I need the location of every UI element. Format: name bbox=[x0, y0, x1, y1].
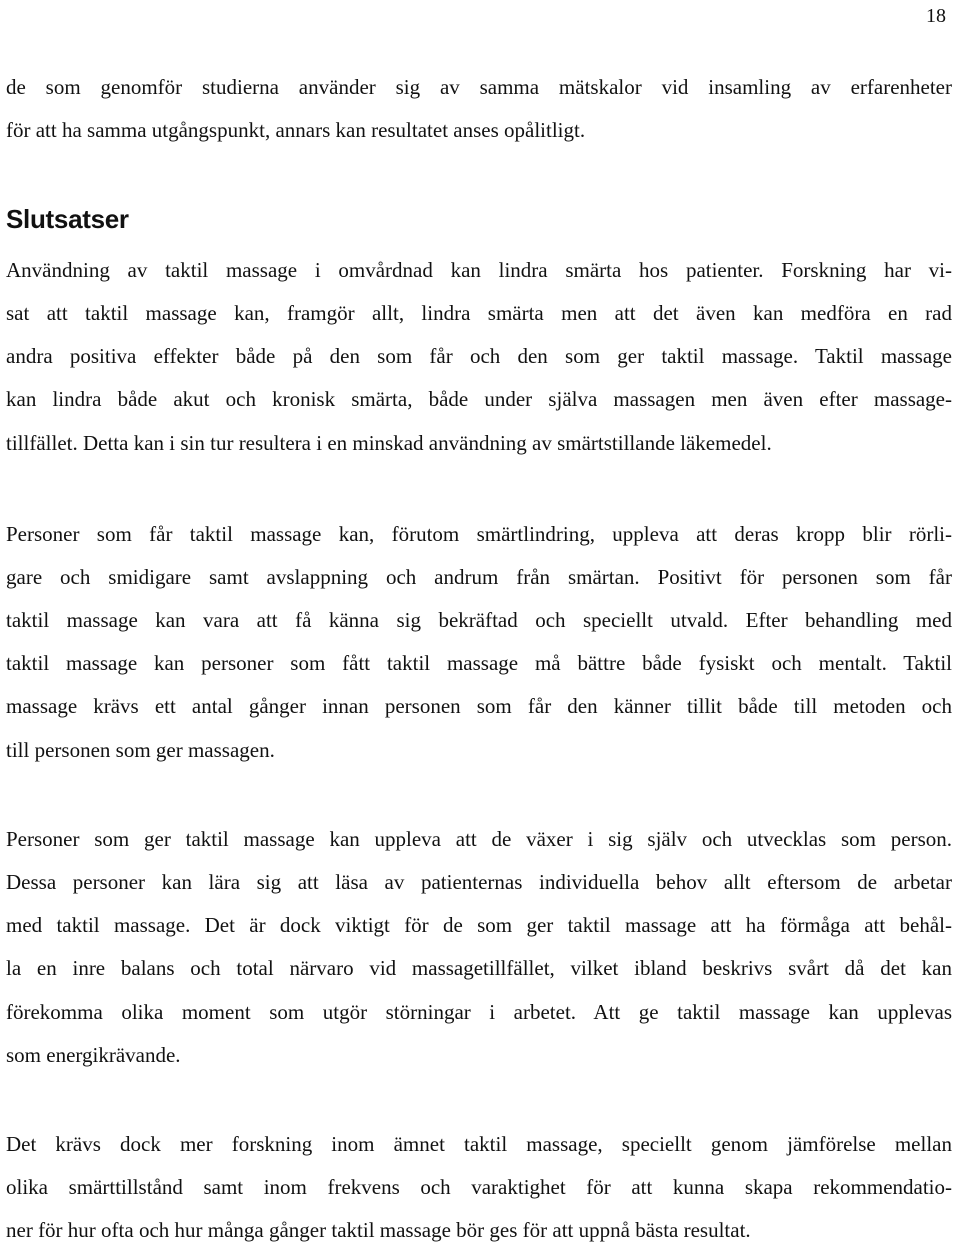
paragraph-line: massage krävs ett antal gånger innan personen som får den känner tillit både till metoden och bbox=[6, 694, 952, 718]
paragraph-line: Det krävs dock mer forskning inom ämnet taktil massage, speciellt genom jämförelse mellan bbox=[6, 1132, 952, 1156]
paragraph-line: med taktil massage. Det är dock viktigt för de som ger taktil massage att ha förmåga att behål- bbox=[6, 913, 952, 937]
paragraph-line: la en inre balans och total närvaro vid massagetillfället, vilket ibland beskrivs svårt då det kan bbox=[6, 956, 952, 980]
paragraph-line: ner för hur ofta och hur många gånger taktil massage bör ges för att uppnå bästa resultat. bbox=[6, 1218, 751, 1242]
paragraph-line: kan lindra både akut och kronisk smärta, både under själva massagen men även efter massage- bbox=[6, 387, 952, 411]
paragraph-line: som energikrävande. bbox=[6, 1043, 181, 1067]
paragraph-line: sat att taktil massage kan, framgör allt, lindra smärta men att det även kan medföra en rad bbox=[6, 301, 952, 325]
paragraph-line: Personer som får taktil massage kan, förutom smärtlindring, uppleva att deras kropp blir rörli- bbox=[6, 522, 952, 546]
paragraph-line: till personen som ger massagen. bbox=[6, 738, 275, 762]
paragraph-line: taktil massage kan vara att få känna sig bekräftad och speciellt utvald. Efter behandling med bbox=[6, 608, 952, 632]
paragraph-line: taktil massage kan personer som fått taktil massage må bättre både fysiskt och mentalt. Taktil bbox=[6, 651, 952, 675]
page-number: 18 bbox=[926, 5, 946, 27]
intro-line: för att ha samma utgångspunkt, annars kan resultatet anses opålitligt. bbox=[6, 118, 586, 142]
section-heading: Slutsatser bbox=[6, 204, 129, 234]
paragraph-line: tillfället. Detta kan i sin tur resultera i en minskad användning av smärtstillande läkemedel. bbox=[6, 431, 772, 455]
paragraph-line: Användning av taktil massage i omvårdnad kan lindra smärta hos patienter. Forskning har vi- bbox=[6, 258, 952, 282]
paragraph-line: gare och smidigare samt avslappning och andrum från smärtan. Positivt för personen som får bbox=[6, 565, 952, 589]
paragraph-line: Personer som ger taktil massage kan uppleva att de växer i sig själv och utvecklas som person. bbox=[6, 827, 952, 851]
intro-line: de som genomför studierna använder sig av samma mätskalor vid insamling av erfarenheter bbox=[6, 75, 952, 99]
paragraph-line: Dessa personer kan lära sig att läsa av patienternas individuella behov allt eftersom de arbetar bbox=[6, 870, 952, 894]
paragraph-line: olika smärttillstånd samt inom frekvens och varaktighet för att kunna skapa rekommendatio- bbox=[6, 1175, 952, 1199]
paragraph-line: andra positiva effekter både på den som får och den som ger taktil massage. Taktil massage bbox=[6, 344, 952, 368]
paragraph-line: förekomma olika moment som utgör störningar i arbetet. Att ge taktil massage kan upplevas bbox=[6, 1000, 952, 1024]
